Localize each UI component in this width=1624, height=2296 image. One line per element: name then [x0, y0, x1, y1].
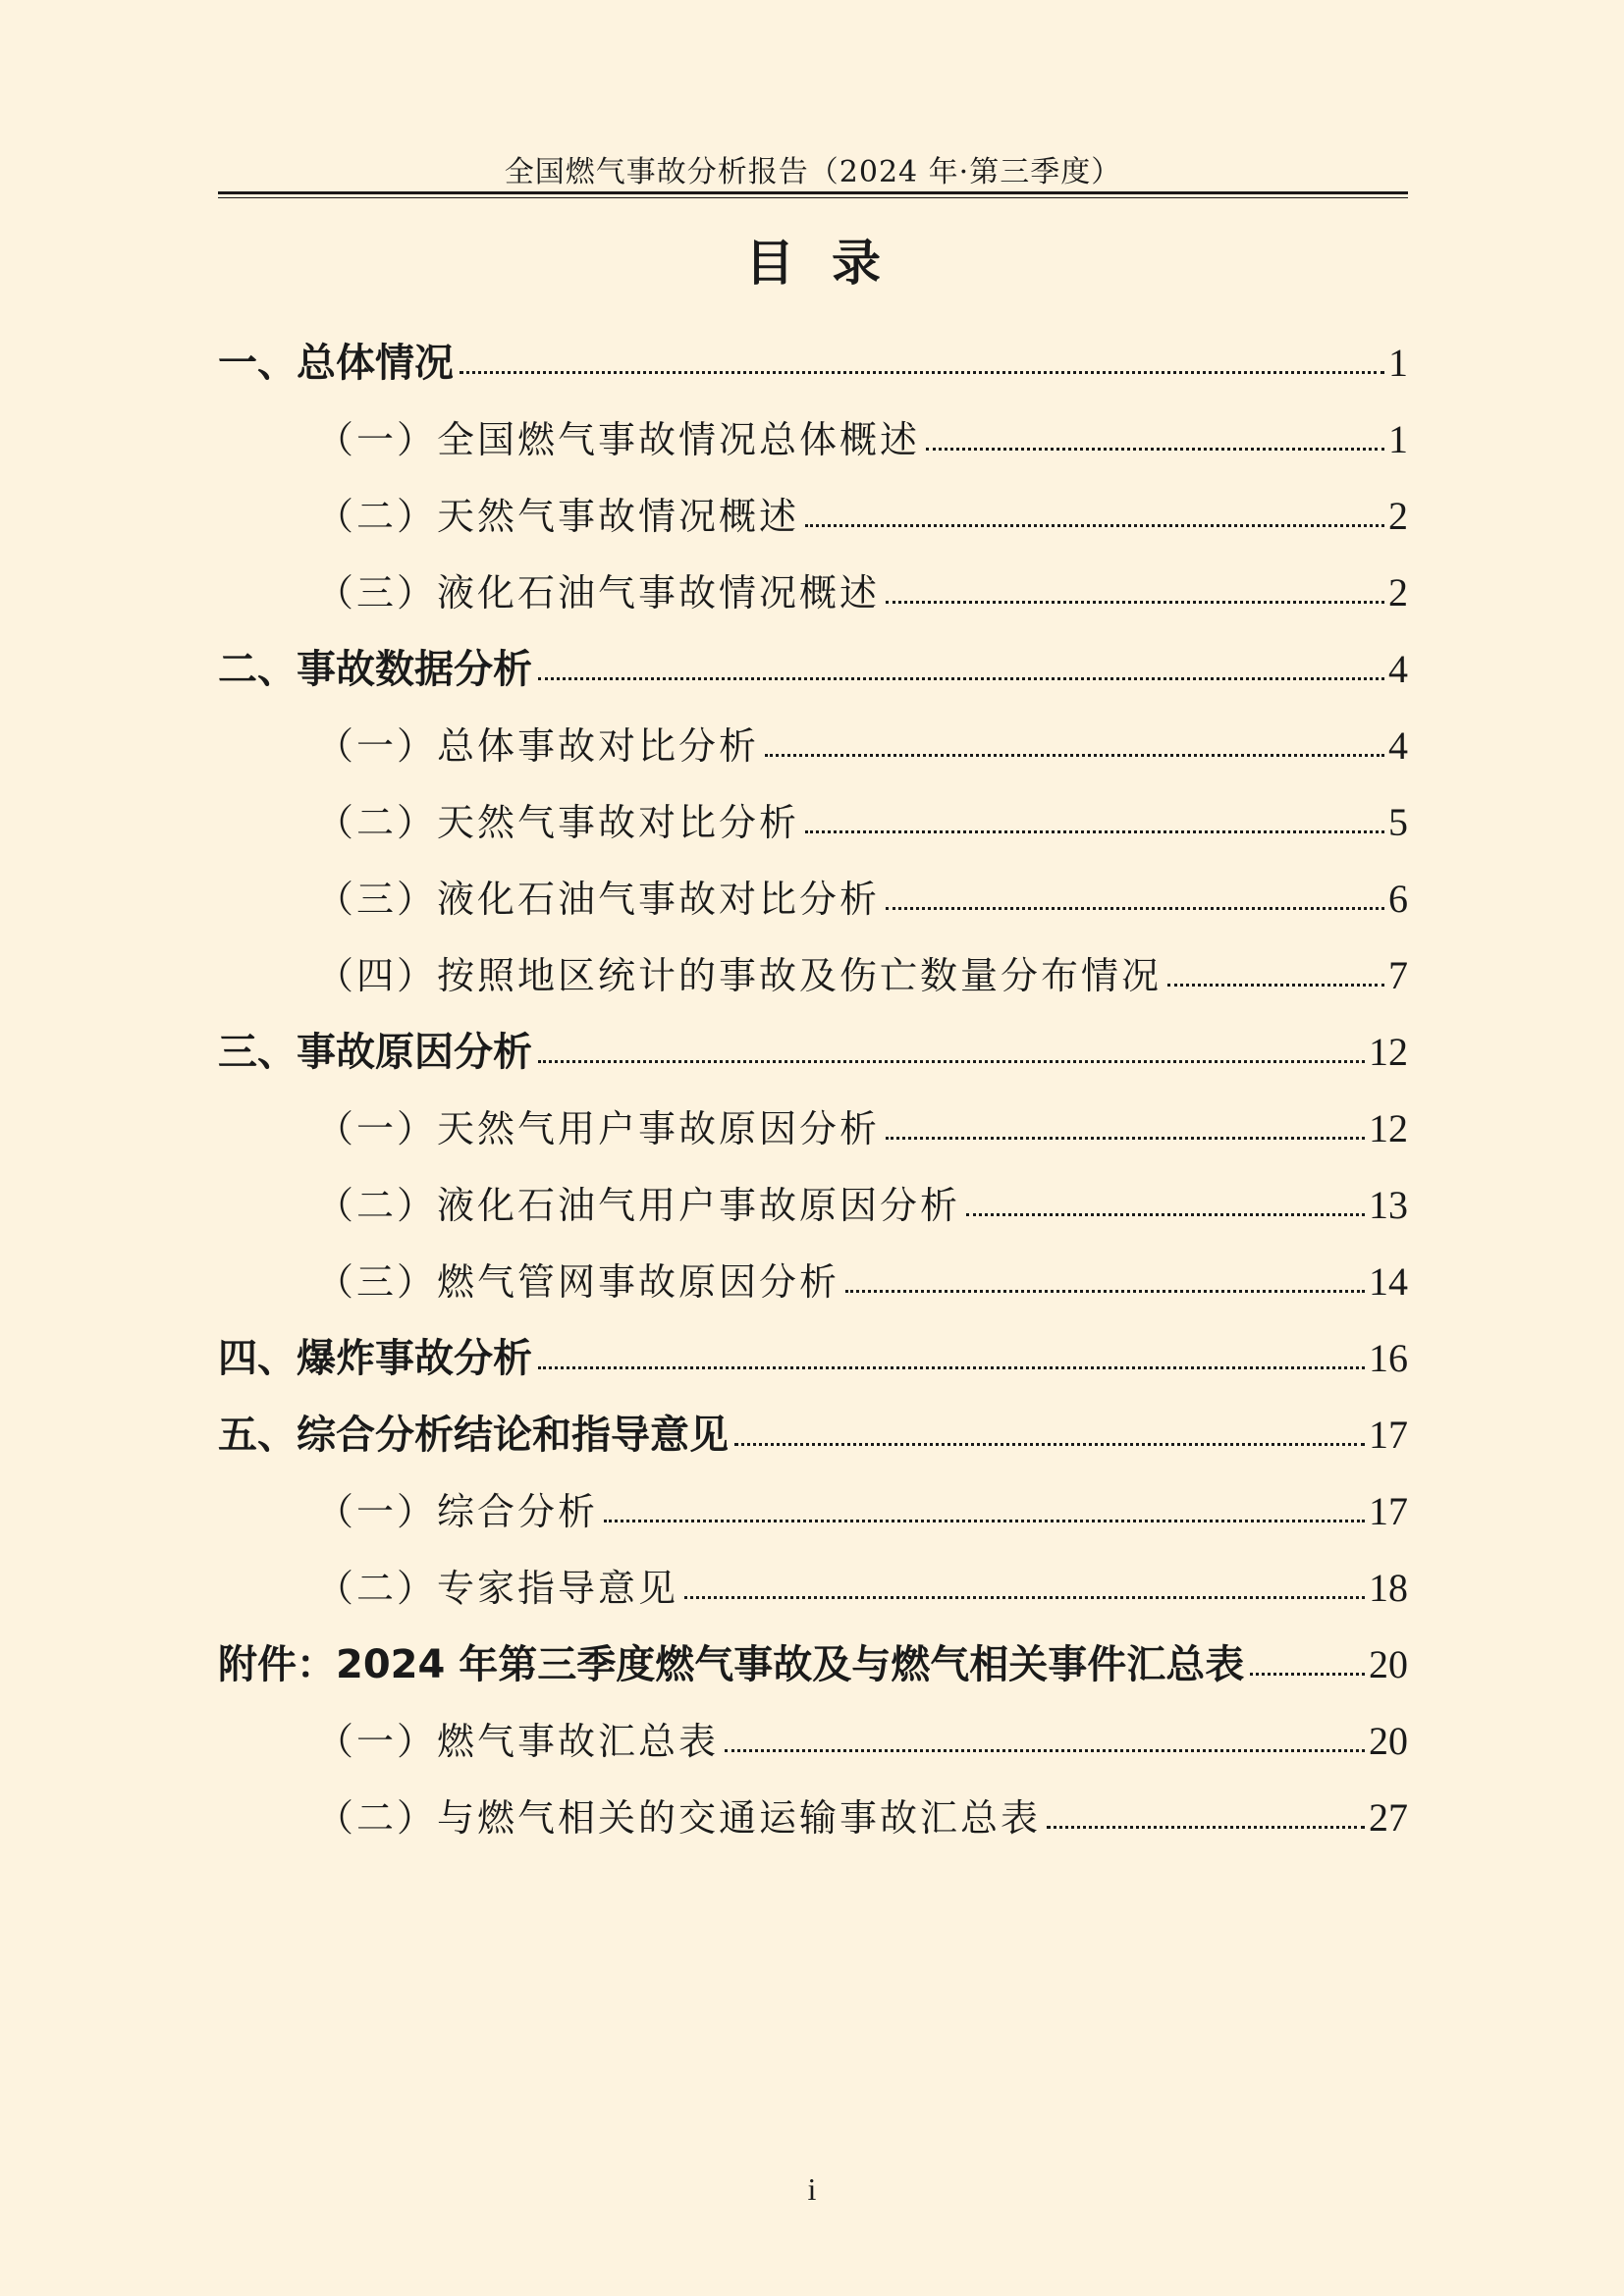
toc-section-entry[interactable] — [218, 1023, 1408, 1099]
toc-dot-leader — [886, 1133, 1365, 1140]
toc-dot-leader — [886, 597, 1384, 604]
toc-title: 目录 — [745, 235, 918, 292]
toc-entry-label: （二）液化石油气用户事故原因分析 — [316, 1184, 961, 1227]
toc-dot-leader — [538, 1056, 1365, 1063]
toc-dot-leader — [966, 1209, 1365, 1216]
toc-entry-page: 5 — [1388, 800, 1408, 844]
toc-entry-label: （一）总体事故对比分析 — [316, 724, 760, 768]
toc-subsection-entry[interactable] — [218, 1176, 1408, 1253]
toc-dot-leader — [1047, 1822, 1365, 1829]
toc-subsection-entry[interactable] — [218, 1099, 1408, 1176]
toc-entry-label: （二）天然气事故对比分析 — [316, 801, 800, 844]
toc-entry-label: （二）天然气事故情况概述 — [316, 495, 800, 538]
toc-entry-label: （一）综合分析 — [316, 1490, 599, 1533]
toc-subsection-entry[interactable] — [218, 793, 1408, 870]
toc-entry-page: 4 — [1388, 723, 1408, 768]
toc-dot-leader — [926, 444, 1384, 451]
toc-subsection-entry[interactable] — [218, 563, 1408, 640]
toc-entry-label: （二）与燃气相关的交通运输事故汇总表 — [316, 1796, 1042, 1840]
toc-entry-page: 7 — [1388, 953, 1408, 997]
toc-entry-page: 17 — [1369, 1413, 1408, 1457]
toc-subsection-entry[interactable] — [218, 410, 1408, 487]
toc-entry-page: 1 — [1388, 417, 1408, 461]
toc-entry-label: 五、综合分析结论和指导意见 — [218, 1413, 729, 1458]
toc-entry-page: 18 — [1369, 1566, 1408, 1610]
toc-entry-page: 20 — [1369, 1642, 1408, 1686]
toc-dot-leader — [1250, 1669, 1365, 1676]
toc-entry-label: 二、事故数据分析 — [218, 647, 532, 692]
toc-subsection-entry[interactable] — [218, 1253, 1408, 1329]
toc-section-entry[interactable] — [218, 640, 1408, 717]
toc-dot-leader — [805, 520, 1384, 527]
toc-entry-label: （一）燃气事故汇总表 — [316, 1720, 720, 1763]
toc-entry-page: 1 — [1388, 341, 1408, 385]
toc-entry-label: 一、总体情况 — [218, 341, 454, 386]
page-number: i — [807, 2171, 817, 2207]
toc-dot-leader — [734, 1439, 1365, 1446]
toc-subsection-entry[interactable] — [218, 717, 1408, 793]
toc-subsection-entry[interactable] — [218, 487, 1408, 563]
toc-section-entry[interactable] — [218, 1329, 1408, 1406]
toc-dot-leader — [538, 673, 1384, 680]
toc-subsection-entry[interactable] — [218, 1482, 1408, 1559]
toc-entry-page: 4 — [1388, 647, 1408, 691]
running-header: 全国燃气事故分析报告（2024 年·第三季度） — [504, 155, 1122, 189]
toc-entry-label: （一）全国燃气事故情况总体概述 — [316, 418, 921, 461]
toc-entry-page: 14 — [1369, 1259, 1408, 1304]
toc-dot-leader — [538, 1362, 1365, 1369]
toc-section-entry[interactable] — [218, 1406, 1408, 1482]
toc-entry-label: （三）液化石油气事故情况概述 — [316, 571, 881, 614]
toc-entry-page: 27 — [1369, 1795, 1408, 1840]
toc-dot-leader — [1167, 980, 1384, 987]
toc-entry-page: 12 — [1369, 1030, 1408, 1074]
toc-subsection-entry[interactable] — [218, 1559, 1408, 1635]
toc-subsection-entry[interactable] — [218, 1789, 1408, 1865]
toc-section-entry[interactable] — [218, 334, 1408, 410]
toc-dot-leader — [845, 1286, 1365, 1293]
toc-dot-leader — [886, 903, 1384, 910]
toc-entry-page: 2 — [1388, 494, 1408, 538]
header-rule — [218, 191, 1408, 194]
toc-subsection-entry[interactable] — [218, 870, 1408, 946]
toc-section-entry[interactable] — [218, 1635, 1408, 1712]
toc-subsection-entry[interactable] — [218, 1712, 1408, 1789]
toc-dot-leader — [604, 1516, 1365, 1522]
toc-entry-label: （四）按照地区统计的事故及伤亡数量分布情况 — [316, 954, 1163, 997]
toc-entry-page: 12 — [1369, 1106, 1408, 1150]
toc-dot-leader — [460, 367, 1384, 374]
toc-entry-label: （二）专家指导意见 — [316, 1567, 679, 1610]
toc-entry-page: 2 — [1388, 570, 1408, 614]
toc-entry-label: （三）液化石油气事故对比分析 — [316, 878, 881, 921]
toc-dot-leader — [684, 1592, 1365, 1599]
toc-entry-label: （三）燃气管网事故原因分析 — [316, 1260, 840, 1304]
toc-dot-leader — [725, 1745, 1365, 1752]
toc-entry-label: 四、爆炸事故分析 — [218, 1336, 532, 1381]
table-of-contents — [218, 334, 1408, 1865]
toc-entry-page: 6 — [1388, 877, 1408, 921]
toc-dot-leader — [765, 750, 1384, 757]
toc-entry-label: 三、事故原因分析 — [218, 1030, 532, 1075]
toc-entry-page: 20 — [1369, 1719, 1408, 1763]
toc-entry-label: 附件：2024 年第三季度燃气事故及与燃气相关事件汇总表 — [218, 1642, 1245, 1687]
toc-dot-leader — [805, 827, 1384, 833]
toc-entry-label: （一）天然气用户事故原因分析 — [316, 1107, 881, 1150]
header-rule-thin — [218, 197, 1408, 198]
toc-subsection-entry[interactable] — [218, 946, 1408, 1023]
toc-entry-page: 17 — [1369, 1489, 1408, 1533]
toc-entry-page: 13 — [1369, 1183, 1408, 1227]
toc-entry-page: 16 — [1369, 1336, 1408, 1380]
